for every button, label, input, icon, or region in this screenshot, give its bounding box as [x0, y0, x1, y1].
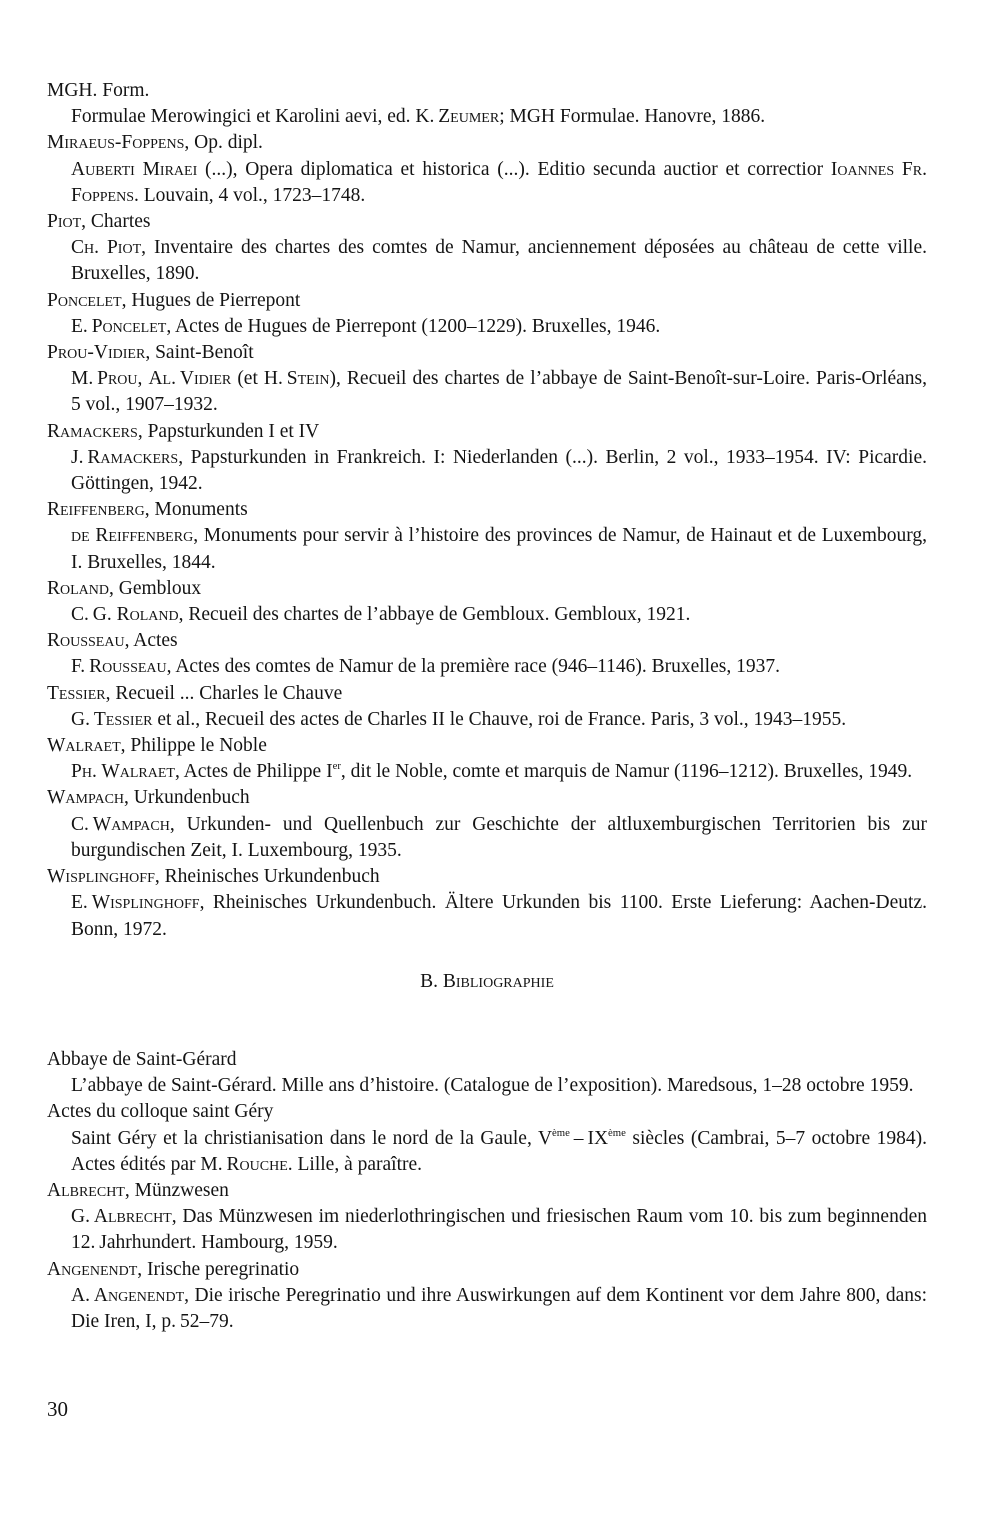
text-run: G.	[71, 1206, 94, 1228]
small-caps-name: Ramackers	[47, 420, 138, 442]
text-run: , Die irische Peregrinatio und ihre Auswirkungen auf dem Kontinent vor dem Jahre 800, dans: Die Iren, I, p. 52–79.	[71, 1284, 927, 1332]
entry-citation	[71, 366, 927, 418]
text-run: E.	[71, 315, 92, 337]
small-caps-name: Albrecht	[47, 1179, 125, 1201]
small-caps-name: Reiffenberg	[47, 499, 145, 521]
text-run: Saint Géry et la christianisation dans le nord de la Gaule, V	[71, 1127, 553, 1149]
small-caps-name: Rousseau	[47, 630, 125, 652]
entry-citation	[71, 812, 927, 864]
entry-abbreviation	[47, 288, 927, 314]
bibliography-entry	[47, 209, 927, 288]
text-run: , Münzwesen	[124, 1179, 229, 1201]
text-run: (...), Opera diplomatica et historica (...). Editio secunda auctior et correctior	[197, 158, 831, 180]
entry-abbreviation	[47, 785, 927, 811]
text-run: , Philippe le Noble	[120, 735, 267, 757]
entry-abbreviation	[47, 497, 927, 523]
entry-abbreviation	[47, 209, 927, 235]
text-run: , Saint-Benoît	[145, 342, 254, 364]
text-run: , Rheinisches Urkundenbuch	[154, 866, 380, 888]
text-run: MGH. Form.	[47, 80, 150, 101]
text-run: , Urkundenbuch	[124, 787, 250, 809]
text-run: L’abbaye de Saint-Gérard. Mille ans d’histoire. (Catalogue de l’exposition). Maredsous, 1–28 octobre 1959.	[71, 1075, 914, 1097]
small-caps-name: Tessier	[93, 708, 153, 730]
entry-abbreviation	[47, 681, 927, 707]
text-run: siècles (Cambrai, 5–7 octobre 1984). Actes édités par M.	[71, 1127, 927, 1175]
entry-citation	[71, 759, 927, 785]
entry-abbreviation	[47, 864, 927, 890]
entry-citation	[71, 314, 927, 340]
small-caps-name: Angenendt	[47, 1258, 138, 1280]
bibliography-entry	[47, 1047, 927, 1099]
text-run: C.	[71, 813, 93, 835]
small-caps-name: Angenendt	[93, 1284, 185, 1306]
superscript: er	[332, 760, 341, 773]
entry-citation	[71, 445, 927, 497]
bibliography-list	[47, 1047, 927, 1335]
text-run: , Actes des comtes de Namur de la première race (946–1146). Bruxelles, 1937.	[166, 656, 780, 678]
small-caps-name: Rouche	[226, 1153, 288, 1175]
entry-citation	[71, 654, 927, 680]
entry-abbreviation	[47, 628, 927, 654]
entry-citation	[71, 1204, 927, 1256]
small-caps-name: Zeumer	[438, 106, 500, 128]
text-run: , Papsturkunden I et IV	[137, 420, 320, 442]
bibliography-entry	[47, 288, 927, 340]
text-run: , Gembloux	[109, 577, 202, 599]
text-run: Abbaye de Saint-Gérard	[47, 1048, 237, 1070]
text-run: , Actes de Philippe I	[174, 761, 333, 783]
text-run: , Irische peregrinatio	[137, 1258, 300, 1280]
text-run: , Monuments pour servir à l’histoire des provinces de Namur, de Hainaut et de Luxembourg, I. Bruxelles, 1844.	[71, 525, 927, 573]
small-caps-name: Poncelet	[47, 289, 122, 311]
text-run: , Das Münzwesen im niederlothringischen und friesischen Raum vom 10. bis zum beginnenden 12. Jahrhundert. Hambourg, 1959.	[71, 1206, 927, 1254]
page-number: 30	[47, 1397, 68, 1421]
bibliography-entry	[47, 681, 927, 733]
small-caps-name: Wisplinghoff	[47, 866, 155, 888]
text-run: . Lille, à paraître.	[287, 1153, 423, 1175]
text-run: , Urkunden- und Quellenbuch zur Geschichte der altluxemburgischen Territorien bis zur burgundischen Zeit, I. Luxembourg, 1935.	[71, 813, 927, 861]
text-run: , Rheinisches Urkundenbuch. Ältere Urkunden bis 1100. Erste Lieferung: Aachen-Deutz. Bonn, 1972.	[71, 892, 927, 940]
small-caps-name: Prou-Vidier	[47, 342, 146, 364]
text-run: A.	[71, 1284, 94, 1306]
entry-citation	[71, 707, 927, 733]
small-caps-name: Wisplinghoff	[91, 892, 200, 914]
text-run: G.	[71, 708, 94, 730]
entry-citation	[71, 1283, 927, 1335]
text-run: C. G.	[71, 604, 117, 626]
superscript: ème	[608, 1126, 626, 1139]
text-run: E.	[71, 892, 92, 914]
small-caps-name: Ch. Piot	[71, 237, 142, 259]
bibliography-entry	[47, 628, 927, 680]
bibliography-entry	[47, 78, 927, 130]
text-run: Actes du colloque saint Géry	[47, 1101, 274, 1123]
text-run: , Hugues de Pierrepont	[121, 289, 301, 311]
bibliography-entry	[47, 130, 927, 209]
text-run: – IX	[569, 1127, 609, 1149]
small-caps-name: Poncelet	[91, 315, 167, 337]
bibliography-entry	[47, 497, 927, 576]
text-run: . Louvain, 4 vol., 1723–1748.	[133, 184, 366, 206]
text-run: Formulae Merowingici et Karolini aevi, ed. K.	[71, 106, 439, 128]
entry-abbreviation	[47, 130, 927, 156]
text-run: , Actes	[124, 630, 178, 652]
text-run: et al., Recueil des actes de Charles II le Chauve, roi de France. Paris, 3 vol., 1943–1955.	[152, 708, 847, 730]
text-run: ,	[137, 368, 149, 390]
entry-citation	[71, 104, 927, 130]
bibliography-entry	[47, 419, 927, 498]
bibliography-entry	[47, 1099, 927, 1178]
entry-abbreviation	[47, 78, 927, 104]
entry-abbreviation	[47, 1178, 927, 1204]
text-run: , Recueil ... Charles le Chauve	[105, 682, 343, 704]
small-caps-name: Walraet	[47, 735, 121, 757]
small-caps-name: Albrecht	[93, 1206, 172, 1228]
entry-citation	[71, 1073, 927, 1099]
entry-abbreviation	[47, 1099, 927, 1125]
small-caps-name: Rousseau	[89, 656, 167, 678]
text-run: , dit le Noble, comte et marquis de Namur (1196–1212). Bruxelles, 1949.	[340, 761, 913, 783]
entry-abbreviation	[47, 419, 927, 445]
bibliography-entry	[47, 864, 927, 943]
text-run: , Inventaire des chartes des comtes de Namur, anciennement déposées au château de cette ville. Bruxelles, 1890.	[71, 237, 927, 285]
text-run: , Recueil des chartes de l’abbaye de Gembloux. Gembloux, 1921.	[178, 604, 691, 626]
small-caps-name: Prou	[97, 368, 138, 390]
bibliography-entry	[47, 785, 927, 864]
superscript: ème	[552, 1126, 570, 1139]
small-caps-name: Ph. Walraet	[71, 761, 175, 783]
small-caps-name: Stein	[286, 368, 330, 390]
bibliography-entry	[47, 576, 927, 628]
entry-citation	[71, 523, 927, 575]
text-run: F.	[71, 656, 90, 678]
text-run: , Chartes	[81, 211, 151, 233]
entry-abbreviation	[47, 1047, 927, 1073]
text-run: J.	[71, 446, 88, 468]
small-caps-name: Wampach	[92, 813, 170, 835]
small-caps-name: Miraeus-Foppens	[47, 132, 185, 154]
text-run: ), Recueil des chartes de l’abbaye de Saint-Benoît-sur-Loire. Paris-Orléans, 5 vol., 1907–1932.	[71, 368, 927, 416]
bibliography-entry	[47, 1178, 927, 1257]
small-caps-name: Al. Vidier	[148, 368, 232, 390]
entry-citation	[71, 890, 927, 942]
text-run: , Op. dipl.	[184, 132, 263, 154]
small-caps-name: Roland	[116, 604, 179, 626]
text-run: M.	[71, 368, 98, 390]
entry-abbreviation	[47, 340, 927, 366]
text-run: ; MGH Formulae. Hanovre, 1886.	[499, 106, 766, 128]
small-caps-name: Wampach	[47, 787, 125, 809]
sources-list	[47, 78, 927, 943]
small-caps-name: Ramackers	[87, 446, 179, 468]
small-caps-name: Auberti Miraei	[71, 158, 198, 180]
entry-citation	[71, 235, 927, 287]
small-caps-name: Tessier	[47, 682, 106, 704]
document-page	[47, 78, 927, 1335]
small-caps-name: de Reiffenberg	[71, 525, 194, 547]
section-title: B. Bibliographie	[420, 970, 554, 992]
entry-citation	[71, 1126, 927, 1178]
entry-citation	[71, 602, 927, 628]
entry-abbreviation	[47, 576, 927, 602]
entry-abbreviation	[47, 733, 927, 759]
entry-citation	[71, 157, 927, 209]
text-run: (et H.	[231, 368, 287, 390]
small-caps-name: Piot	[47, 211, 82, 233]
bibliography-entry	[47, 340, 927, 419]
text-run: , Papsturkunden in Frankreich. I: Niederlanden (...). Berlin, 2 vol., 1933–1954. IV: Picardie. Göttingen, 1942.	[71, 446, 927, 495]
small-caps-name: Roland	[47, 577, 109, 599]
bibliography-entry	[47, 733, 927, 785]
text-run: , Actes de Hugues de Pierrepont (1200–1229). Bruxelles, 1946.	[166, 315, 661, 337]
text-run: , Monuments	[144, 499, 248, 521]
small-caps-name: Ioannes Fr. Foppens	[71, 158, 927, 206]
entry-abbreviation	[47, 1257, 927, 1283]
bibliography-entry	[47, 1257, 927, 1336]
